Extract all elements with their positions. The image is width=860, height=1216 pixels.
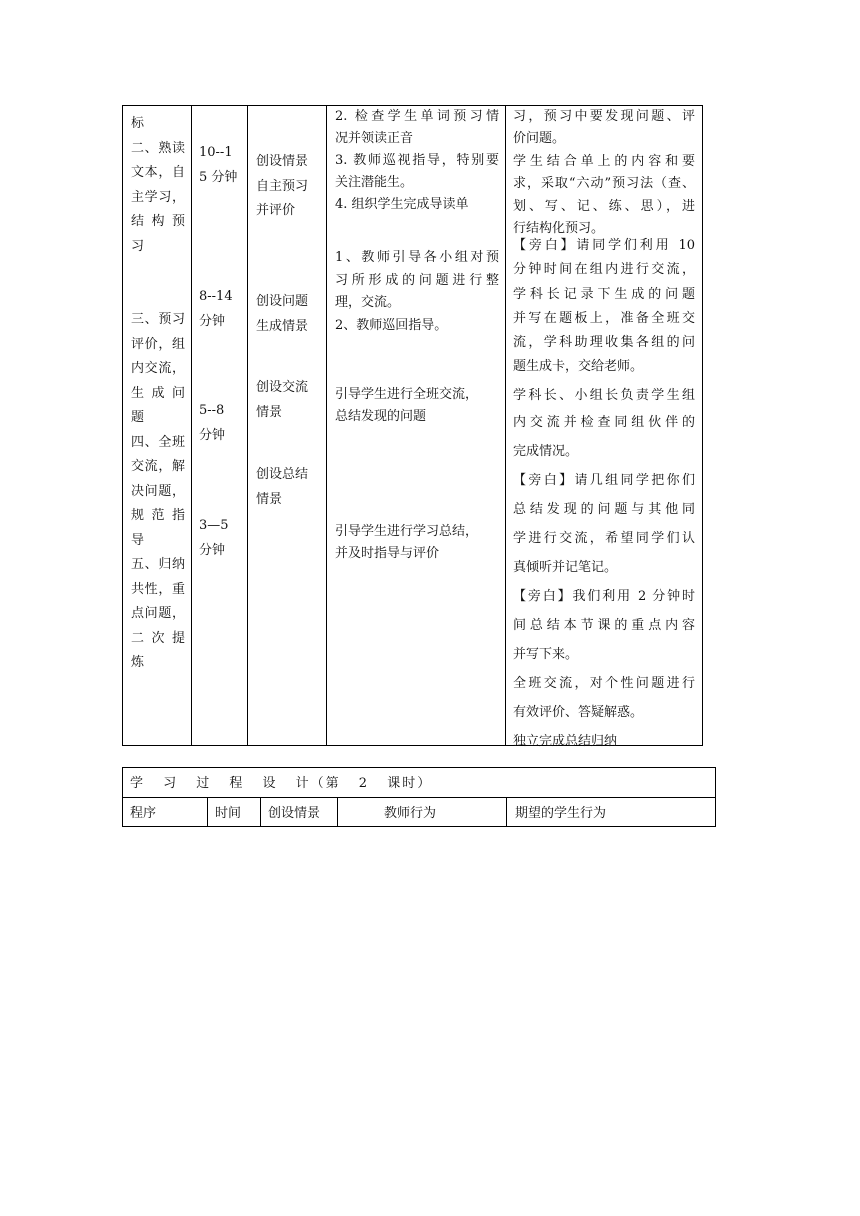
program-line: 二 次 提: [131, 630, 185, 646]
teacher-line: 习所形成的问题进行整: [335, 272, 499, 288]
time-line: 10--1: [199, 145, 233, 160]
teacher-line: 总结发现的问题: [335, 409, 427, 424]
scene-line: 创设交流: [256, 380, 309, 395]
teacher-entry: [335, 521, 499, 565]
teacher-line: 4. 组织学生完成导读单: [335, 197, 469, 212]
table1-divider: [247, 105, 248, 746]
program-line: 规 范 指: [131, 508, 185, 523]
student-line: 求，采取“六动”预习法（查、: [513, 176, 695, 192]
teacher-entry: [335, 247, 499, 337]
program-line: [131, 284, 185, 309]
scene-line: 创设问题: [256, 294, 309, 309]
time-line: 分钟: [199, 542, 226, 558]
header-program: 程序: [130, 806, 157, 821]
table1-divider: [191, 105, 192, 746]
teacher-line: 况并领读正音: [335, 131, 414, 146]
student-line: 学科长记录下生成的问题: [513, 286, 695, 302]
time-entry: [199, 285, 233, 334]
scene-line: 创设总结: [256, 467, 309, 482]
student-line: 行结构化预习。: [513, 221, 605, 237]
student-line: 学科长、小组长负责学生组: [513, 387, 695, 403]
teacher-line: 并及时指导与评价: [335, 546, 440, 561]
table2-divider: [260, 797, 261, 827]
program-line: 标: [131, 116, 145, 131]
table1-divider: [326, 105, 327, 746]
student-entry: [513, 234, 695, 756]
student-line: 【旁白】请同学们利用 10: [513, 238, 695, 253]
scene-line: 情景: [256, 491, 283, 507]
table1-divider: [505, 105, 506, 746]
student-line: 完成情况。: [513, 444, 579, 460]
student-line: 并写在题板上，准备全班交: [513, 310, 695, 326]
student-line: 独立完成总结归纳: [513, 734, 618, 750]
scene-entry: [256, 290, 308, 339]
time-line: 5--8: [199, 403, 225, 418]
student-line: 内交流并检查同组伙伴的: [513, 415, 695, 431]
student-line: 【旁白】请几组同学把你们: [513, 473, 695, 489]
program-line: 文本，自: [131, 165, 185, 180]
student-line: 总结发现的问题与其他同: [513, 502, 695, 518]
program-line: 决问题，: [131, 483, 185, 499]
table1-left-border: [122, 105, 123, 746]
program-line: 三、预习: [131, 312, 185, 327]
program-line: 五、归纳: [131, 557, 185, 572]
teacher-line: 2. 检查学生单词预习情: [335, 109, 499, 124]
teacher-line: 1、教师引导各小组对预: [335, 250, 499, 265]
program-line: 习: [131, 238, 145, 254]
teacher-line: 引导学生进行全班交流，: [335, 387, 479, 402]
table2-left-border: [122, 767, 123, 827]
time-line: 分钟: [199, 313, 226, 329]
student-line: 间总结本节课的重点内容: [513, 618, 695, 634]
student-line: 流，学科助理收集各组的问: [513, 335, 695, 351]
program-line: 评价，组: [131, 336, 185, 352]
scene-entry: [256, 463, 308, 512]
time-line: 3—5: [199, 518, 229, 533]
program-line: [131, 259, 185, 284]
teacher-line: 2、教师巡回指导。: [335, 317, 448, 333]
teacher-entry: [335, 384, 499, 428]
program-line: 生 成 问: [131, 385, 185, 401]
scene-line: 创设情景: [256, 154, 309, 169]
table2-divider: [207, 797, 208, 827]
program-line: 主学习，: [131, 189, 185, 205]
student-line: 并写下来。: [513, 647, 579, 663]
time-entry: [199, 514, 229, 563]
program-line: 题: [131, 410, 145, 425]
table2-right-border: [715, 767, 716, 827]
scene-entry: [256, 376, 308, 425]
program-line: 二、熟读: [131, 140, 185, 156]
student-line: 真倾听并记笔记。: [513, 560, 618, 576]
scene-line: 并评价: [256, 203, 296, 218]
table2-divider: [337, 797, 338, 827]
time-line: 8--14: [199, 289, 233, 304]
table2-row-divider: [122, 797, 716, 798]
student-line: 划、写、记、练、思），进: [513, 198, 695, 214]
program-line: 内交流，: [131, 361, 185, 376]
table2-bottom-border: [122, 826, 716, 827]
teacher-line: 理，交流。: [335, 295, 401, 310]
teacher-entry: [335, 106, 499, 216]
program-line: 结 构 预: [131, 214, 185, 229]
student-line: 全班交流，对个性问题进行: [513, 676, 695, 692]
student-line: 学进行交流，希望同学们认: [513, 531, 695, 547]
program-line: 共性，重: [131, 581, 185, 597]
scene-line: 情景: [256, 404, 283, 420]
header-scene: 创设情景: [268, 806, 321, 821]
time-line: 分钟: [199, 427, 226, 443]
student-entry: [513, 106, 695, 240]
time-line: 5 分钟: [199, 169, 238, 185]
time-entry: [199, 399, 225, 448]
teacher-line: 关注潜能生。: [335, 175, 414, 190]
student-line: 学生结合单上的内容和要: [513, 153, 695, 169]
student-line: 分钟时间在组内进行交流，: [513, 262, 695, 278]
table1-right-border: [702, 105, 703, 746]
teacher-line: 3. 教师巡视指导，特别要: [335, 153, 499, 168]
table2-top-border: [122, 767, 716, 768]
header-student: 期望的学生行为: [515, 806, 607, 821]
table2-divider: [506, 797, 507, 827]
student-line: 【旁白】我们利用 2 分钟时: [513, 589, 695, 605]
scene-line: 生成情景: [256, 318, 309, 334]
student-line: 题生成卡，交给老师。: [513, 359, 644, 375]
table2-title: 学 习 过 程 设 计（第 2 课时）: [130, 776, 433, 791]
student-line: 习，预习中要发现问题、评: [513, 109, 695, 124]
program-column: [131, 112, 185, 676]
program-line: 四、全班: [131, 434, 185, 450]
header-teacher: 教师行为: [384, 806, 437, 821]
header-time: 时间: [215, 806, 242, 821]
scene-entry: [256, 150, 308, 224]
teacher-line: 引导学生进行学习总结，: [335, 524, 479, 539]
program-line: 交流，解: [131, 459, 185, 474]
program-line: 点问题，: [131, 606, 185, 621]
student-line: 价问题。: [513, 131, 566, 147]
time-entry: [199, 141, 237, 190]
student-line: 有效评价、答疑解惑。: [513, 705, 644, 721]
program-line: 导: [131, 532, 145, 548]
program-line: 炼: [131, 655, 145, 670]
scene-line: 自主预习: [256, 178, 309, 194]
